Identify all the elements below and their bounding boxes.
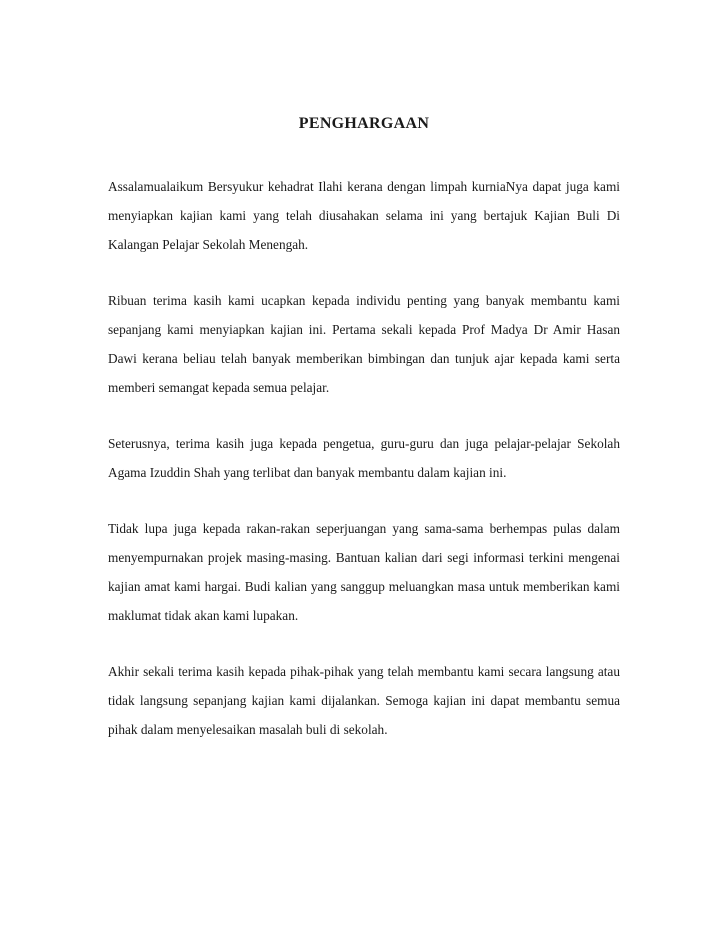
document-body: [108, 172, 620, 771]
paragraph-1: Assalamualaikum Bersyukur kehadrat Ilahi kerana dengan limpah kurniaNya dapat juga kami menyiapkan kajian kami yang telah diusahakan selama ini yang bertajuk Kajian Buli Di Kalangan Pelajar Sekolah Menengah.: [108, 179, 620, 252]
page-title: PENGHARGAAN: [298, 115, 430, 132]
paragraph-4: Tidak lupa juga kepada rakan-rakan seperjuangan yang sama-sama berhempas pulas dalam menyempurnakan projek masing-masing. Bantuan kalian dari segi informasi terkini mengenai kajian amat kami hargai. Budi kalian yang sanggup meluangkan masa untuk memberikan kami maklumat tidak akan kami lupakan.: [108, 521, 620, 623]
paragraph-2: Ribuan terima kasih kami ucapkan kepada individu penting yang banyak membantu kami sepanjang kami menyiapkan kajian ini. Pertama sekali kepada Prof Madya Dr Amir Hasan Dawi kerana beliau telah banyak memberikan bimbingan dan tunjuk ajar kepada kami serta memberi semangat kepada semua pelajar.: [108, 293, 620, 395]
paragraph-3: Seterusnya, terima kasih juga kepada pengetua, guru-guru dan juga pelajar-pelajar Sekolah Agama Izuddin Shah yang terlibat dan banyak membantu dalam kajian ini.: [108, 436, 620, 480]
paragraph-5: Akhir sekali terima kasih kepada pihak-pihak yang telah membantu kami secara langsung atau tidak langsung sepanjang kajian kami dijalankan. Semoga kajian ini dapat membantu semua pihak dalam menyelesaikan masalah buli di sekolah.: [108, 664, 620, 737]
